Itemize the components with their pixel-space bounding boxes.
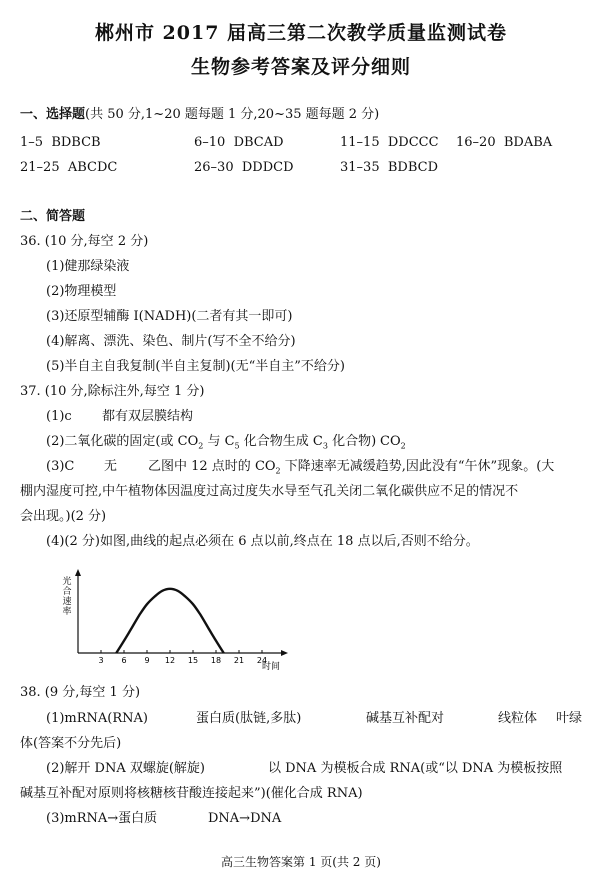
q37-head: 37. (10 分,除标注外,每空 1 分) xyxy=(20,384,205,399)
q38-answer-3-num: (3)mRNA→蛋白质 xyxy=(46,811,158,826)
x-tick-label: 12 xyxy=(164,656,176,665)
q38-head: 38. (9 分,每空 1 分) xyxy=(20,685,141,700)
y-axis-label xyxy=(62,575,71,617)
answer-group: 21–25 ABCDC xyxy=(20,160,118,175)
q36-answer-2: (2)物理模型 xyxy=(46,284,117,299)
x-tick-label: 24 xyxy=(256,656,268,665)
answer-group: 16–20 BDABA xyxy=(456,135,553,150)
q36-answer-4: (4)解离、漂洗、染色、制片(写不全不给分) xyxy=(46,334,296,349)
q38-answer-1-b: 蛋白质(肽链,多肽) xyxy=(196,711,302,726)
q38-answer-1-c: 碱基互补配对 xyxy=(366,711,445,726)
q37-answer-2: (2)二氧化碳的固定(或 $CO_2$ 与 $C_5$ 化合物生成 $C_3$ 化合物) xyxy=(46,434,377,451)
answer-group: 6–10 DBCAD xyxy=(194,135,284,150)
answer-group: 31–35 BDBCD xyxy=(340,160,438,175)
q38-answer-1-line2: 体(答案不分先后) xyxy=(20,736,122,751)
x-tick-label: 18 xyxy=(210,656,222,665)
q38-answer-2-num: (2)解开 DNA 双螺旋(解旋) xyxy=(46,761,206,776)
q37-answer-3-num: (3)C xyxy=(46,459,75,474)
q37-answer-1-text: 都有双层膜结构 xyxy=(102,409,194,424)
q36-answer-5: (5)半自主自我复制(半自主复制)(无“半自主”不给分) xyxy=(46,359,345,374)
q37-answer-4: (4)(2 分)如图,曲线的起点必须在 6 点以前,终点在 18 点以后,否则不给分。 xyxy=(46,534,479,549)
y-axis-label-char: 率 xyxy=(62,607,72,617)
section1-header xyxy=(20,106,379,124)
q37-answer-3-text: 乙图中 12 点时的 $CO_2$ 下降速率无减缓趋势,因此没有“午休”现象。(大 xyxy=(148,459,555,476)
q37-answer-2-co2: $CO_2$ xyxy=(380,434,406,451)
document-subtitle: 生物参考答案及评分细则 xyxy=(190,56,411,78)
q36-head: 36. (10 分,每空 2 分) xyxy=(20,234,149,249)
y-axis-label-char: 光 xyxy=(62,577,72,587)
q38-answer-2-line2: 碱基互补配对原则将核糖核苷酸连接起来”)(催化合成 RNA) xyxy=(20,786,363,801)
q36-answer-1: (1)健那绿染液 xyxy=(46,259,130,274)
q38-answer-2-b: 以 DNA 为模板合成 RNA(或“以 DNA 为模板按照 xyxy=(268,761,563,776)
photosynthesis-curve xyxy=(116,589,223,653)
page-footer: 高三生物答案第 1 页(共 2 页) xyxy=(221,855,381,869)
section1-note: (共 50 分,1~20 题每题 1 分,20~35 题每题 2 分) xyxy=(85,107,380,122)
x-tick-label: 6 xyxy=(121,656,127,665)
answer-group: 11–15 DDCCC xyxy=(340,135,439,150)
section1-heading: 一、选择题 xyxy=(20,107,86,122)
y-axis-label-char: 合 xyxy=(62,587,72,597)
q36-answer-3: (3)还原型辅酶 I(NADH)(二者有其一即可) xyxy=(46,309,293,324)
answer-group: 26–30 DDDCD xyxy=(194,160,294,175)
x-tick-label: 21 xyxy=(233,656,245,665)
x-tick-label: 9 xyxy=(144,656,150,665)
q38-answer-1-num: (1)mRNA(RNA) xyxy=(46,711,148,726)
q38-answer-1-e: 叶绿 xyxy=(556,711,583,726)
q37-answer-3-none: 无 xyxy=(104,459,118,474)
y-axis-arrow xyxy=(75,569,81,576)
y-axis-label-char: 速 xyxy=(62,597,72,607)
q38-answer-1-d: 线粒体 xyxy=(498,711,538,726)
q37-answer-3-line2: 棚内湿度可控,中午植物体因温度过高过度失水导至气孔关闭二氧化碳供应不足的情况不 xyxy=(20,484,519,499)
x-axis-arrow xyxy=(281,650,288,656)
q37-answer-1-num: (1)c xyxy=(46,409,72,424)
q37-answer-3-line3: 会出现。)(2 分) xyxy=(20,509,107,524)
x-tick-label: 15 xyxy=(187,656,199,665)
photosynthesis-rate-chart xyxy=(60,568,290,674)
q38-answer-3-b: DNA→DNA xyxy=(208,811,282,826)
answer-group: 1–5 BDBCB xyxy=(20,135,101,150)
section2-heading: 二、简答题 xyxy=(20,209,86,224)
svg-text:光合速率 xyxy=(62,575,71,617)
document-title: 郴州市 2017 届高三第二次教学质量监测试卷 xyxy=(94,22,508,44)
x-tick-label: 3 xyxy=(98,656,104,665)
x-axis-label: 时间 xyxy=(262,662,281,672)
